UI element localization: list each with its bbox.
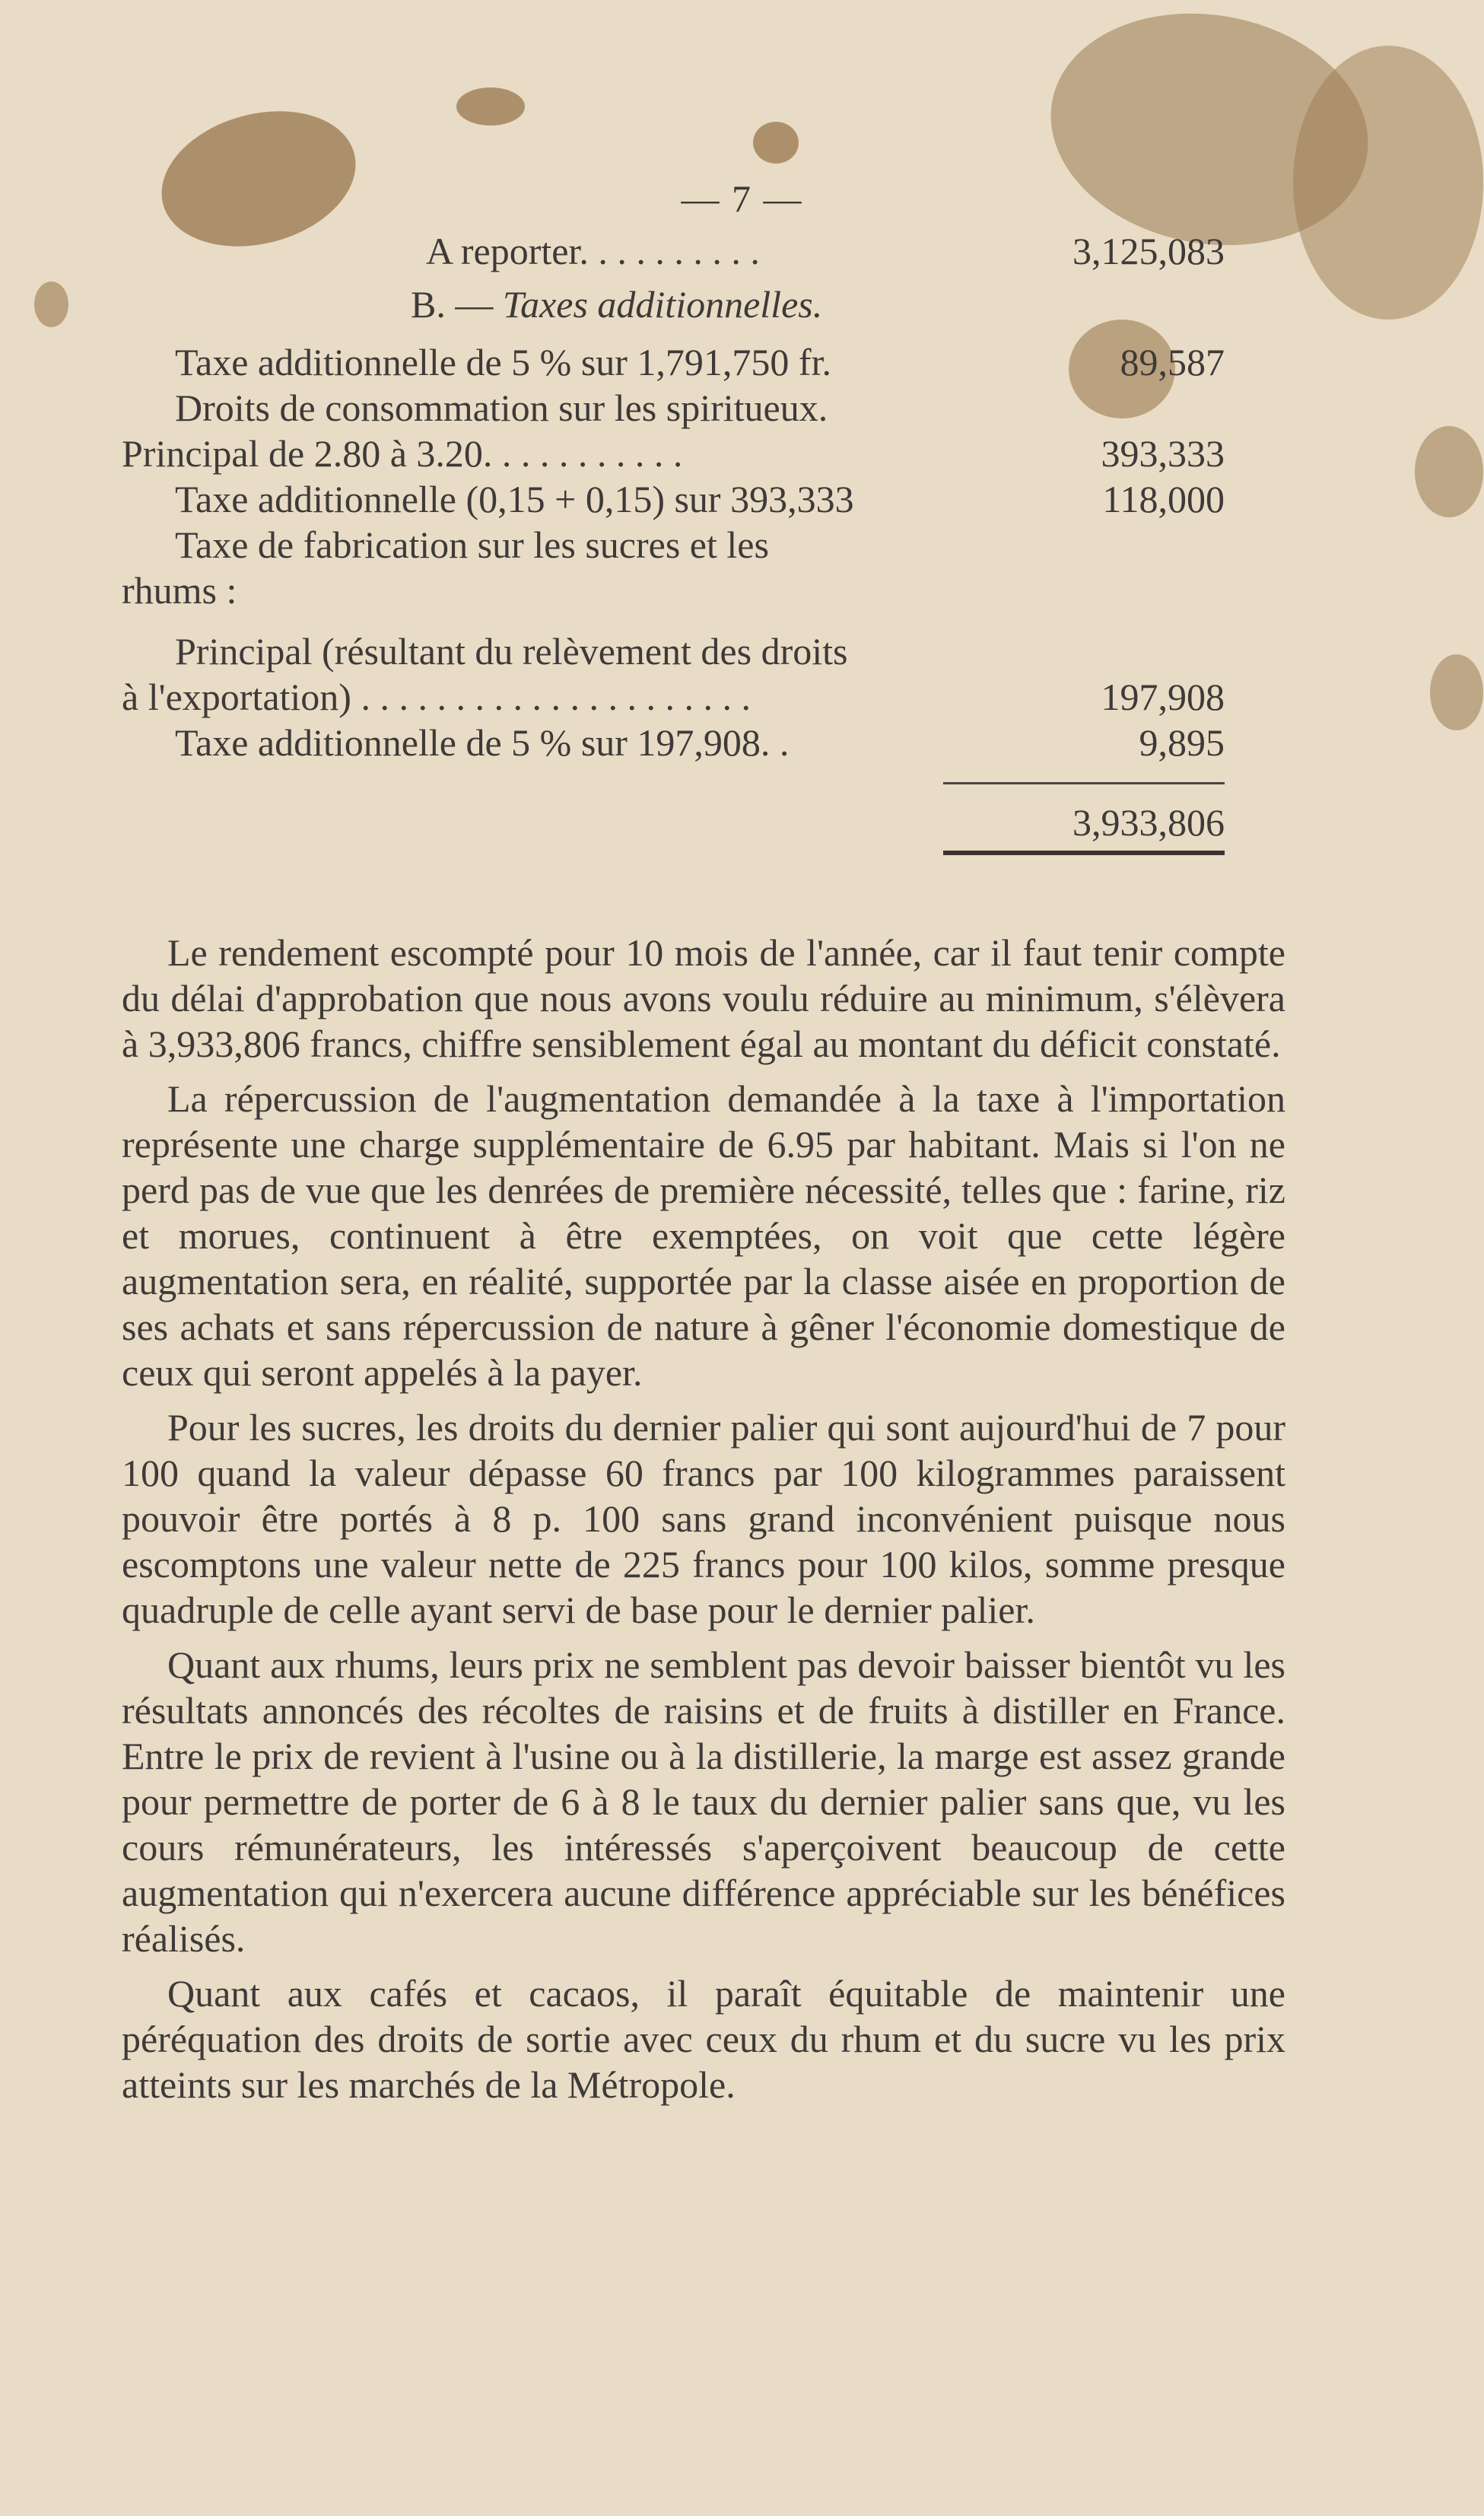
ledger-row-label: Principal (résultant du relèvement des droits [175,630,848,673]
stain-left-edge [34,281,68,327]
ledger-row-label: rhums : [122,569,237,612]
ledger-row [122,568,1225,613]
subtotal-rule [943,782,1225,784]
stain-right-lower [1430,654,1483,730]
revenue-ledger [122,228,1225,857]
section-b-heading [122,281,1225,327]
ledger-row-label: Taxe additionnelle (0,15 + 0,15) sur 393,333 [175,478,854,520]
ledger-row [122,476,1225,522]
total-amount: 3,933,806 [1072,801,1225,844]
ledger-row-amount: 197,908 [1101,676,1225,718]
section-b-title-italic: Taxes additionnelles. [502,283,823,326]
stain-top-center [753,122,799,164]
ledger-row [122,385,1225,431]
ledger-row-label: Taxe de fabrication sur les sucres et les [175,523,769,566]
carry-forward-label: A reporter. . . . . . . . . . [426,230,760,272]
ledger-row-label: Taxe additionnelle de 5 % sur 1,791,750 fr. [175,341,831,383]
ledger-row [122,674,1225,720]
paragraph: La répercussion de l'augmentation demandée à la taxe à l'importation représente une charge supplémentaire de 6.95 par habitant. Mais si l'on ne perd pas de vue que les denrées de première nécessité, telles que : farine, riz et morues, continuent à être exemptées, on voit que cette légère augmentation sera, en réalité, supportée par la classe aisée en proportion de ses achats et sans répercussion de nature à gêner l'économie domestique de ceux qui seront appelés à la payer. [122,1077,1285,1394]
paragraph: Le rendement escompté pour 10 mois de l'année, car il faut tenir compte du délai d'approbation que nous avons voulu réduire au minimum, s'élèvera à 3,933,806 francs, chiffre sensiblement égal au montant du déficit constaté. [122,931,1285,1065]
body-text [122,930,1285,2117]
ledger-row [122,431,1225,476]
ledger-row-amount: 393,333 [1101,432,1225,475]
ledger-row-amount: 118,000 [1102,478,1225,520]
ledger-row-amount: 89,587 [1120,341,1225,383]
carry-forward-amount: 3,125,083 [1072,230,1225,272]
ledger-row-label: Droits de consommation sur les spiritueux. [175,386,828,429]
stain-top-left-small [456,87,525,126]
ledger-row [122,522,1225,568]
ledger-row [122,339,1225,385]
carry-forward-row [122,228,1225,274]
section-b-title: B. — Taxes additionnelles. [411,283,823,326]
paragraph: Pour les sucres, les droits du dernier palier qui sont aujourd'hui de 7 pour 100 quand la valeur dépasse 60 francs par 100 kilogrammes paraissent pouvoir être portés à 8 p. 100 sans grand inconvénient puisque nous escomptons une valeur nette de 225 francs pour 100 kilos, somme presque quadruple de celle ayant servi de base pour le dernier palier. [122,1406,1285,1631]
ledger-row-label: Principal de 2.80 à 3.20. . . . . . . . . . . [122,432,683,475]
total-row [122,765,1225,857]
ledger-row-label: Taxe additionnelle de 5 % sur 197,908. . [175,721,790,764]
ledger-row [122,628,1225,674]
paragraph: Quant aux rhums, leurs prix ne semblent pas devoir baisser bientôt vu les résultats annoncés des récoltes de raisins et de fruits à distiller en France. Entre le prix de revient à l'usine ou à la distillerie, la marge est assez grande pour permettre de porter de 6 à 8 le taux du dernier palier sans que, vu les cours rémunérateurs, les intéressés s'aperçoivent beaucoup de cette augmentation qui n'exercera aucune différence appréciable sur les bénéfices réalisés. [122,1643,1285,1960]
ledger-row [122,720,1225,765]
stain-right-mid [1415,426,1483,517]
page-number: — 7 — [681,177,803,220]
total-double-rule [943,851,1225,855]
ledger-row-amount: 9,895 [1139,721,1225,764]
ledger-row-label: à l'exportation) . . . . . . . . . . . . . . . . . . . . . [122,676,751,718]
paragraph: Quant aux cafés et cacaos, il paraît équitable de maintenir une péréquation des droits de sortie avec ceux du rhum et du sucre vu les prix atteints sur les marchés de la Métropole. [122,1972,1285,2106]
